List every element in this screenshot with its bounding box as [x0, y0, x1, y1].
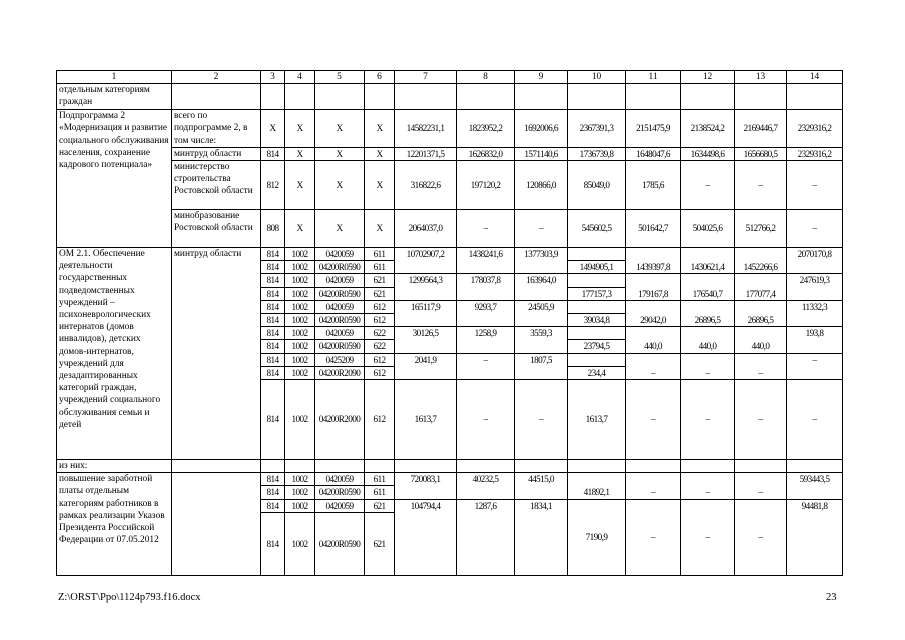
table-cell: 3559,3: [515, 327, 568, 353]
table-cell: X: [285, 110, 315, 148]
table-cell: 2169446,7: [735, 110, 787, 148]
table-cell: 1299564,3: [395, 274, 457, 300]
table-cell: 814: [261, 327, 285, 340]
table-cell: 177157,3: [568, 287, 626, 300]
table-row: [57, 161, 843, 210]
table-cell: 1494905,1: [568, 261, 626, 274]
table-row: [57, 248, 843, 261]
table-cell: [315, 460, 365, 473]
table-cell: –: [626, 353, 681, 379]
table-cell: 177077,4: [735, 274, 787, 300]
table-cell: 593443,5: [787, 473, 843, 499]
table-cell: 23794,5: [568, 340, 626, 353]
table-cell: X: [315, 210, 365, 248]
table-cell: 178037,8: [457, 274, 515, 300]
table-cell: 04200R0590: [315, 512, 365, 575]
table-cell: X: [365, 161, 395, 210]
table-cell: 197120,2: [457, 161, 515, 210]
table-cell: [285, 84, 315, 110]
table-cell: 808: [261, 210, 285, 248]
row-label: отдельным категориям граждан: [57, 84, 172, 110]
table-cell: 611: [365, 473, 395, 486]
table-cell: [172, 460, 261, 473]
table-cell: 1648047,6: [626, 147, 681, 160]
table-cell: минобразование Ростовской области: [172, 210, 261, 248]
table-cell: 2367391,3: [568, 110, 626, 148]
table-cell: [568, 274, 626, 287]
table-cell: –: [626, 499, 681, 575]
table-cell: 1002: [285, 287, 315, 300]
table-cell: 814: [261, 353, 285, 366]
table-row: [57, 71, 843, 84]
table-cell: 1692006,6: [515, 110, 568, 148]
table-cell: –: [626, 380, 681, 460]
table-cell: 1002: [285, 353, 315, 366]
table-row: [57, 473, 843, 486]
table-cell: 247619,3: [787, 274, 843, 300]
table-cell: –: [457, 353, 515, 379]
table-cell: 621: [365, 287, 395, 300]
table-cell: 04200R2090: [315, 366, 365, 379]
table-cell: 611: [365, 486, 395, 499]
table-cell: 1002: [285, 380, 315, 460]
table-cell: –: [787, 210, 843, 248]
table-cell: 814: [261, 248, 285, 261]
table-cell: 120866,0: [515, 161, 568, 210]
table-cell: 501642,7: [626, 210, 681, 248]
table-cell: X: [285, 210, 315, 248]
table-cell: 2064037,0: [395, 210, 457, 248]
table-cell: –: [457, 380, 515, 460]
table-cell: 612: [365, 353, 395, 366]
table-cell: 612: [365, 380, 395, 460]
table-cell: 165117,9: [395, 300, 457, 326]
table-cell: 1002: [285, 473, 315, 486]
table-cell: 814: [261, 147, 285, 160]
table-cell: –: [735, 353, 787, 379]
table-cell: 9293,7: [457, 300, 515, 326]
table-cell: 2070170,8: [787, 248, 843, 274]
table-cell: 814: [261, 366, 285, 379]
table-cell: 1626832,0: [457, 147, 515, 160]
column-header: 4: [285, 71, 315, 84]
table-cell: 179167,8: [626, 274, 681, 300]
table-cell: 234,4: [568, 366, 626, 379]
table-cell: 1736739,8: [568, 147, 626, 160]
table-cell: –: [787, 353, 843, 379]
table-cell: 30126,5: [395, 327, 457, 353]
table-cell: [365, 460, 395, 473]
table-cell: [365, 84, 395, 110]
row-label: ОМ 2.1. Обеспечение деятельности государственных подведомственных учреждений – психоневрологических интернатов (домов инвалидов), детских домов-интернатов, учреждений для дезадаптированных категорий граждан, учреждений социального обслуживания семьи и детей: [57, 248, 172, 460]
table-cell: 0420059: [315, 300, 365, 313]
budget-table: [56, 70, 843, 576]
table-cell: 193,8: [787, 327, 843, 353]
table-cell: 1438241,6: [457, 248, 515, 274]
table-cell: 622: [365, 327, 395, 340]
table-cell: 316822,6: [395, 161, 457, 210]
table-cell: [626, 84, 681, 110]
table-cell: –: [787, 161, 843, 210]
row-label: повышение заработной платы отдельным категориям работников в рамках реализации Указов Президента Российской Федерации от 07.05.2012: [57, 473, 172, 576]
table-cell: X: [315, 161, 365, 210]
table-cell: 7190,9: [568, 499, 626, 575]
table-cell: X: [285, 147, 315, 160]
row-sublabel: минтруд области: [172, 248, 261, 460]
table-cell: 1834,1: [515, 499, 568, 575]
table-cell: 0420059: [315, 499, 365, 512]
table-cell: [568, 353, 626, 366]
table-row: [57, 147, 843, 160]
table-cell: –: [735, 161, 787, 210]
table-cell: –: [681, 380, 735, 460]
table-cell: 621: [365, 512, 395, 575]
table-cell: 94481,8: [787, 499, 843, 575]
table-cell: 1452266,6: [735, 248, 787, 274]
table-cell: [568, 300, 626, 313]
table-cell: 814: [261, 300, 285, 313]
column-header: 3: [261, 71, 285, 84]
table-cell: 1287,6: [457, 499, 515, 575]
table-cell: 24505,9: [515, 300, 568, 326]
table-cell: 504025,6: [681, 210, 735, 248]
table-cell: [787, 460, 843, 473]
column-header: 11: [626, 71, 681, 84]
table-cell: –: [681, 499, 735, 575]
table-cell: X: [315, 147, 365, 160]
table-cell: X: [365, 147, 395, 160]
table-cell: 14582231,1: [395, 110, 457, 148]
table-cell: X: [285, 161, 315, 210]
table-cell: X: [315, 110, 365, 148]
table-cell: 814: [261, 314, 285, 327]
table-cell: 176540,7: [681, 274, 735, 300]
table-cell: 104794,4: [395, 499, 457, 575]
table-cell: 1634498,6: [681, 147, 735, 160]
table-cell: 85049,0: [568, 161, 626, 210]
table-cell: [568, 248, 626, 261]
table-cell: 12201371,5: [395, 147, 457, 160]
table-cell: 1002: [285, 366, 315, 379]
table-cell: 814: [261, 499, 285, 512]
page-number: 23: [826, 592, 837, 603]
table-cell: 612: [365, 314, 395, 327]
table-cell: 0425209: [315, 353, 365, 366]
table-cell: 10702907,2: [395, 248, 457, 274]
row-label: из них:: [57, 460, 172, 473]
table-cell: министерство строительства Ростовской области: [172, 161, 261, 210]
table-cell: 0420059: [315, 473, 365, 486]
table-cell: –: [457, 210, 515, 248]
table-cell: 814: [261, 274, 285, 287]
table-cell: 611: [365, 261, 395, 274]
table-cell: 1823952,2: [457, 110, 515, 148]
table-cell: 0420059: [315, 327, 365, 340]
table-cell: 1002: [285, 314, 315, 327]
table-cell: 26896,5: [735, 300, 787, 326]
table-cell: 2151475,9: [626, 110, 681, 148]
table-cell: –: [735, 380, 787, 460]
table-cell: 29042,0: [626, 300, 681, 326]
table-cell: 11332,3: [787, 300, 843, 326]
table-cell: X: [261, 110, 285, 148]
table-cell: 440,0: [681, 327, 735, 353]
footer-file-path: Z:\ORST\Ppo\1124p793.f16.docx: [58, 592, 201, 603]
table-cell: 0420059: [315, 274, 365, 287]
table-cell: 1002: [285, 327, 315, 340]
table-cell: 1613,7: [395, 380, 457, 460]
table-cell: 1439397,8: [626, 248, 681, 274]
table-cell: [457, 460, 515, 473]
table-row: [57, 110, 843, 148]
column-header: 8: [457, 71, 515, 84]
table-cell: [735, 460, 787, 473]
column-header: 5: [315, 71, 365, 84]
table-cell: 04200R2000: [315, 380, 365, 460]
table-cell: 814: [261, 340, 285, 353]
table-cell: 04200R0590: [315, 314, 365, 327]
column-header: 2: [172, 71, 261, 84]
table-cell: [172, 473, 261, 576]
table-cell: [172, 84, 261, 110]
table-cell: 1571140,6: [515, 147, 568, 160]
table-cell: 1002: [285, 340, 315, 353]
table-cell: 512766,2: [735, 210, 787, 248]
table-cell: [787, 84, 843, 110]
table-cell: [515, 460, 568, 473]
column-header: 6: [365, 71, 395, 84]
table-cell: 04200R0590: [315, 340, 365, 353]
table-row: [57, 84, 843, 110]
table-cell: 1258,9: [457, 327, 515, 353]
table-cell: 814: [261, 380, 285, 460]
table-cell: [285, 460, 315, 473]
table-cell: 1002: [285, 512, 315, 575]
table-cell: 1002: [285, 261, 315, 274]
table-cell: –: [515, 380, 568, 460]
table-cell: 1430621,4: [681, 248, 735, 274]
table-cell: –: [735, 499, 787, 575]
table-cell: [395, 84, 457, 110]
table-cell: 1785,6: [626, 161, 681, 210]
table-cell: [735, 84, 787, 110]
table-cell: [395, 460, 457, 473]
column-header: 13: [735, 71, 787, 84]
table-cell: [315, 84, 365, 110]
table-cell: [681, 84, 735, 110]
table-cell: 1002: [285, 499, 315, 512]
column-header: 7: [395, 71, 457, 84]
table-cell: X: [365, 110, 395, 148]
table-cell: 1613,7: [568, 380, 626, 460]
table-cell: 0420059: [315, 248, 365, 261]
table-cell: 612: [365, 366, 395, 379]
table-cell: 04200R0590: [315, 486, 365, 499]
table-cell: [261, 460, 285, 473]
table-cell: 1002: [285, 274, 315, 287]
table-cell: 621: [365, 499, 395, 512]
table-cell: [568, 460, 626, 473]
table-cell: 622: [365, 340, 395, 353]
table-row: [57, 460, 843, 473]
table-cell: 41892,1: [568, 473, 626, 499]
table-cell: 621: [365, 274, 395, 287]
table-cell: 1002: [285, 248, 315, 261]
table-cell: [568, 84, 626, 110]
table-cell: –: [681, 161, 735, 210]
table-cell: –: [515, 210, 568, 248]
table-cell: 1002: [285, 300, 315, 313]
column-header: 14: [787, 71, 843, 84]
table-cell: –: [626, 473, 681, 499]
table-cell: 545602,5: [568, 210, 626, 248]
table-cell: 1377303,9: [515, 248, 568, 274]
table-cell: 44515,0: [515, 473, 568, 499]
table-cell: [515, 84, 568, 110]
table-cell: [261, 84, 285, 110]
table-cell: 814: [261, 512, 285, 575]
table-cell: [568, 327, 626, 340]
column-header: 9: [515, 71, 568, 84]
table-cell: 814: [261, 287, 285, 300]
table-cell: 2329316,2: [787, 110, 843, 148]
table-cell: [626, 460, 681, 473]
table-cell: 1656680,5: [735, 147, 787, 160]
column-header: 10: [568, 71, 626, 84]
table-cell: 812: [261, 161, 285, 210]
table-cell: 04200R0590: [315, 261, 365, 274]
table-cell: 2041,9: [395, 353, 457, 379]
table-cell: 440,0: [735, 327, 787, 353]
table-cell: 1807,5: [515, 353, 568, 379]
table-cell: 720083,1: [395, 473, 457, 499]
table-cell: 2138524,2: [681, 110, 735, 148]
table-cell: 440,0: [626, 327, 681, 353]
table-cell: –: [735, 473, 787, 499]
table-cell: 612: [365, 300, 395, 313]
table-cell: 814: [261, 486, 285, 499]
table-cell: 39034,8: [568, 314, 626, 327]
table-cell: –: [787, 380, 843, 460]
table-cell: [457, 84, 515, 110]
table-cell: 611: [365, 248, 395, 261]
table-cell: 26896,5: [681, 300, 735, 326]
table-cell: X: [365, 210, 395, 248]
column-header: 1: [57, 71, 172, 84]
table-row: [57, 210, 843, 248]
column-header: 12: [681, 71, 735, 84]
table-cell: –: [681, 353, 735, 379]
table-cell: минтруд области: [172, 147, 261, 160]
table-cell: 814: [261, 473, 285, 486]
table-cell: 2329316,2: [787, 147, 843, 160]
table-cell: 40232,5: [457, 473, 515, 499]
table-cell: [681, 460, 735, 473]
table-cell: –: [681, 473, 735, 499]
table-cell: всего по подпрограмме 2, в том числе:: [172, 110, 261, 148]
table-cell: 163964,0: [515, 274, 568, 300]
table-cell: 04200R0590: [315, 287, 365, 300]
row-label: Подпрограмма 2 «Модернизация и развитие социального обслуживания населения, сохранение кадрового потенциала»: [57, 110, 172, 248]
table-cell: 1002: [285, 486, 315, 499]
table-cell: 814: [261, 261, 285, 274]
